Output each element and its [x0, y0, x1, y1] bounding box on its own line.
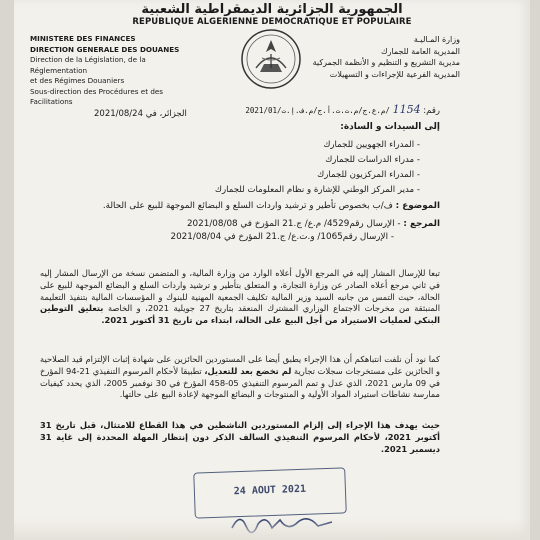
paragraph-1-text: تبعا للإرسال المشار إليه في المرجع الأول أعلاه الوارد من وزارة المالية، و المتضمن نسخة من الإرسال المشار إليه في ثاني مرجع أعلاه الصادر عن وزارة التجارة، و المتعلق بتأطير و ترشيد واردات السلع و البضائع الموجهة للبيع على الحالة، حيث التمس من جانبه السيد وزير المالية تكليف الجمعية المهنية للبنوك و المؤسسات المالية بتنفيذ التعليمة المنبثقة من مخرجات الاجتماع الوزاري المشترك المنعقد بتاريخ 27 جويلية 2021، و الخاصة: [40, 268, 441, 314]
letter-page: [14, 0, 530, 540]
body-paragraph-1: [40, 268, 440, 327]
reference-handwritten: 1154: [392, 103, 421, 116]
letter-date: الجزائر، في 2021/08/24: [94, 109, 187, 119]
directorate-name: DIRECTION GENERALE DES DOUANES: [30, 44, 180, 54]
directorate-name-ar: المديرية العامة للجمارك: [380, 46, 460, 56]
subdirection-line1: Sous-direction des Procédures et des: [30, 86, 164, 96]
arabic-ministry-block: [260, 34, 460, 80]
subdirection-line2: Facilitations: [30, 97, 73, 106]
paragraph-2-text: كما نود أن نلفت انتباهكم أن هذا الإجراء يطبق أيضا على المستوردين الحائزين على شهادة إثبات الإلتزام قيد الصلاحية و الحائزين على مستخرجات سجلات تجارية: [40, 354, 440, 376]
paragraph-2-rest: تطبيقا لأحكام المرسوم التنفيذي 21-94 المؤرخ في 09 مارس 2021، الذي عدل و تمم المرسوم التنفيذي 05-458 المؤرخ في 30 نوفمبر 2005، الذي يحدد كيفيات ممارسة نشاطات استيراد المواد الأولية و المنتوجات و البضائع الموجهة لإعادة البيع على حالتها.: [40, 365, 440, 400]
subject-line: [80, 200, 440, 212]
body-paragraph-3: حيث يهدف هذا الإجراء إلى إلزام المستوردين الناشطين في هذا القطاع للامتثال، قبل تاريخ 31 أكتوبر 2021، لأحكام المرسوم التنفيذي السالف الذكر دون إنتظار المهلة المحددة إلى غاية 31 ديسمبر 2021.: [40, 420, 440, 454]
addressee-item: - مدراء الدراسات للجمارك: [325, 155, 420, 165]
reference-item: - الإرسال رقم4529/ م.ع/ ج.21 المؤرخ في 2021/08/08: [186, 219, 401, 229]
french-republic-title: REPUBLIQUE ALGERIENNE DEMOCRATIQUE ET POPULAIRE: [132, 17, 412, 27]
french-ministry-block: [30, 34, 200, 108]
body-paragraph-2: [40, 354, 440, 401]
salutation: إلى السيدات و السادة:: [340, 122, 440, 132]
reference-item: - الإرسال رقم1065/ و.ت.ع/ ج.21 المؤرخ في 2021/08/04: [170, 231, 394, 242]
references-label: المرجع :: [403, 219, 440, 229]
direction-line2: et des Régimes Douaniers: [30, 76, 125, 85]
addressee-item: - المدراء المركزيون للجمارك: [317, 170, 420, 180]
reference-code: /م.ع.ج/م.ت.ت.أ.ج/م.ف.إ.ت/2021/01: [245, 106, 390, 115]
reference-number: [245, 103, 440, 116]
ministry-name: MINISTERE DES FINANCES: [30, 34, 136, 43]
paragraph-1-emphasis: بتعليق التوطين البنكي لعمليات الاستيراد من أجل البيع على الحالة، ابتداء من تاريخ 31 أكتوبر 2021.: [40, 303, 440, 326]
reference-label: رقم:: [423, 106, 440, 116]
ministry-name-ar: وزارة المـاليـة: [413, 35, 460, 44]
subdirection-name-ar: المديرية الفرعية للإجراءات و التسهيلات: [329, 69, 460, 79]
references-block: [80, 218, 440, 243]
addressee-item: - المدراء الجهويين للجمارك: [323, 140, 420, 150]
addressee-list: [120, 138, 420, 198]
stamp-date: 24 AOUT 2021: [233, 483, 307, 498]
addressee-item: - مدير المركز الوطني للإشارة و نظام المعلومات للجمارك: [214, 185, 420, 195]
arabic-republic-title: الجمهورية الجزائرية الديمقراطية الشعبية: [141, 2, 403, 17]
subject-text: ف/ب بخصوص تأطير و ترشيد واردات السلع و البضائع الموجهة للبيع على الحالة.: [102, 201, 393, 211]
page-shadow: [14, 518, 530, 540]
direction-line1: Direction de la Législation, de la Réglementation: [30, 55, 146, 75]
subject-label: الموضوع :: [395, 201, 440, 211]
direction-name-ar: مديرية التشريع و التنظيم و الأنظمة الجمركية: [312, 58, 460, 67]
paragraph-2-emphasis: لم تخضع بعد للتعديل،: [204, 365, 292, 376]
